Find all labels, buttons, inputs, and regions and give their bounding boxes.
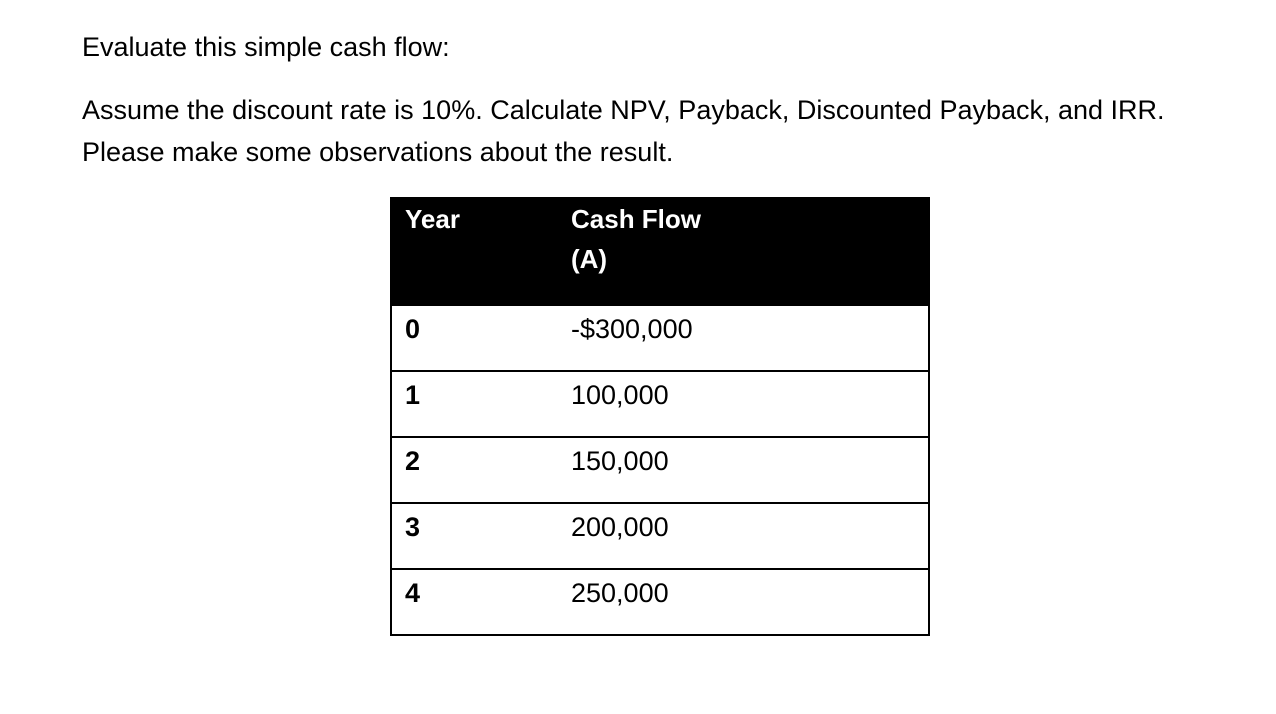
cash-flow-cell: 200,000 <box>571 503 929 569</box>
heading: Evaluate this simple cash flow: <box>82 32 450 62</box>
instructions: Assume the discount rate is 10%. Calculate NPV, Payback, Discounted Payback, and IRR. Please make some observations about the result. <box>82 95 1165 167</box>
year-cell: 4 <box>391 569 571 635</box>
table-header-row <box>391 198 929 305</box>
cash-flow-cell: -$300,000 <box>571 305 929 371</box>
header-cash-flow <box>571 198 929 305</box>
cash-flow-cell: 150,000 <box>571 437 929 503</box>
cash-flow-cell: 100,000 <box>571 371 929 437</box>
table-row <box>391 305 929 371</box>
table-row <box>391 437 929 503</box>
table-row <box>391 371 929 437</box>
year-cell: 0 <box>391 305 571 371</box>
table-row <box>391 503 929 569</box>
table-row <box>391 569 929 635</box>
cash-flow-cell: 250,000 <box>571 569 929 635</box>
year-cell: 2 <box>391 437 571 503</box>
header-cash-flow-line1: Cash Flow <box>571 204 702 234</box>
cash-flow-table <box>390 197 930 636</box>
header-year: Year <box>391 198 571 305</box>
year-cell: 3 <box>391 503 571 569</box>
header-cash-flow-line2: (A) <box>571 244 608 274</box>
year-cell: 1 <box>391 371 571 437</box>
